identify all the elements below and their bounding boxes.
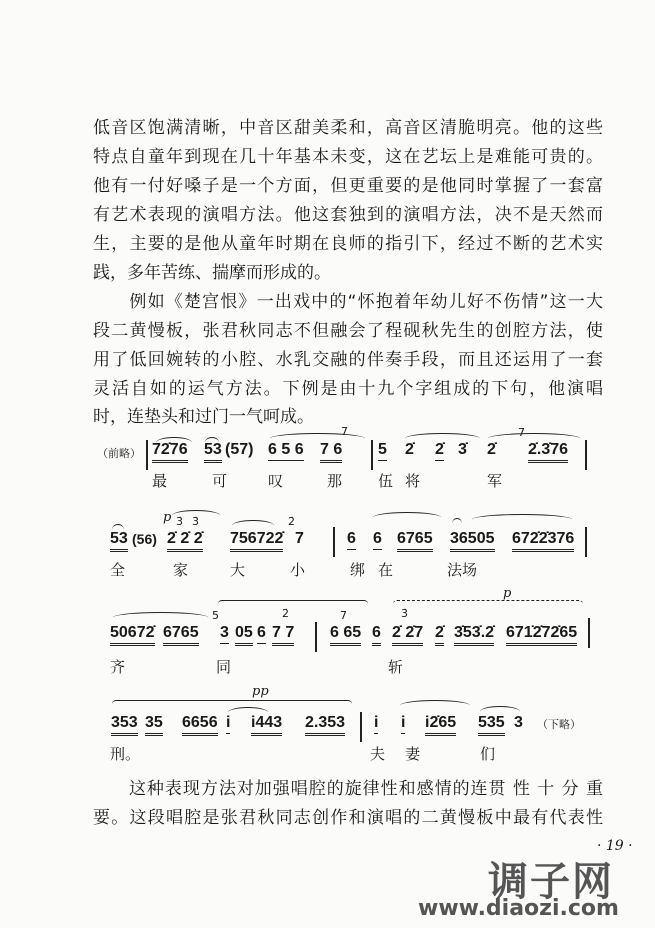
grace-note: 7 bbox=[518, 426, 525, 439]
text-line: 践，多年苦练、揣摩而形成的。 bbox=[93, 263, 331, 283]
text-line: 他有一付好嗓子是一个方面，但更重要的是他同时掌握了一套富 bbox=[93, 176, 603, 196]
bar-line bbox=[146, 440, 148, 470]
lyric: 同 bbox=[216, 658, 232, 676]
watermark-url: www.diaozi.com bbox=[418, 896, 619, 921]
slur bbox=[452, 518, 462, 529]
text-line: 灵活自如的运气方法。下例是由十九个字组成的下句，他演唱 bbox=[93, 379, 603, 399]
note: 6 bbox=[373, 530, 382, 550]
grace-note: 3̇ bbox=[176, 515, 183, 528]
note: 5 bbox=[378, 441, 387, 461]
note: i bbox=[401, 714, 405, 734]
note-group: 671̇2̇72̇65 bbox=[506, 624, 577, 646]
lyric: 齐 bbox=[110, 658, 126, 676]
note-group: 6765 bbox=[163, 624, 199, 646]
bar-line bbox=[371, 440, 373, 470]
lyric: 那 bbox=[327, 472, 343, 490]
grace-note: 2̇ bbox=[282, 607, 289, 620]
bar-line bbox=[315, 622, 317, 652]
note-group: 2̇ 2̇ 2̇ bbox=[167, 530, 203, 552]
note-group: 756722̇ bbox=[230, 530, 283, 552]
note-group: 36505 bbox=[450, 530, 495, 552]
note-group: 7 6 bbox=[320, 441, 342, 463]
lyric: 伍 bbox=[378, 472, 394, 490]
lyric: 在 bbox=[378, 561, 394, 579]
grace-note: 2̇ bbox=[288, 515, 295, 528]
lyric: 叹 bbox=[268, 472, 284, 490]
note: 6 bbox=[347, 530, 356, 550]
note-group: i2̇65 bbox=[425, 714, 456, 736]
grace-note: 7 bbox=[340, 609, 347, 622]
bar-line bbox=[360, 712, 362, 742]
bar-line bbox=[333, 527, 335, 557]
note-group: 2̇.3̇76 bbox=[528, 441, 568, 463]
note-group: 72̇76 bbox=[152, 441, 188, 463]
note: 3 bbox=[514, 714, 523, 731]
watermark-title: 调子网 bbox=[488, 859, 614, 905]
grace-note: 5 bbox=[212, 609, 219, 622]
note-group: 2̇ 2̇7 bbox=[392, 624, 423, 646]
note-group: 6765 bbox=[397, 530, 433, 552]
text-line: 这种表现方法对加强唱腔的旋律性和感情的连贯 性 十 分 重 bbox=[93, 779, 603, 799]
text-line: 用了低回婉转的小腔、水乳交融的伴奏手段，而且还运用了一套 bbox=[93, 350, 603, 370]
note-group: 50672̇ bbox=[110, 624, 155, 646]
omitted-after-label: （下略） bbox=[537, 718, 581, 731]
lyric: 们 bbox=[480, 745, 496, 763]
slur bbox=[393, 600, 583, 611]
grace-note: 3̇ bbox=[401, 607, 408, 620]
lyric: 可 bbox=[212, 472, 228, 490]
lyric: 将 bbox=[405, 472, 421, 490]
note: 2̇ bbox=[435, 441, 444, 461]
note-group: 6 5 6 bbox=[268, 441, 304, 461]
note-group: 3̇53̇.2̇ bbox=[454, 624, 494, 646]
note-group: 6 65 bbox=[330, 624, 361, 646]
note-group: 35 bbox=[145, 714, 163, 736]
dynamic-pp: pp bbox=[252, 684, 269, 699]
text-line: 生，主要的是他从童年时期在良师的指引下，经过不断的艺术实 bbox=[93, 234, 603, 254]
note-group: 672̇2̇376 bbox=[512, 530, 574, 552]
note-group: 6656 bbox=[182, 714, 218, 736]
note: 6 bbox=[257, 624, 266, 644]
omitted-before-label: （前略） bbox=[97, 447, 141, 460]
text-line: 特点自童年到现在几十年基本未变，这在艺坛上是难能可贵的。 bbox=[93, 147, 603, 167]
lyric: 军 bbox=[487, 472, 503, 490]
text-line: 要。这段唱腔是张君秋同志创作和演唱的二黄慢板中最有代表性 bbox=[93, 808, 603, 828]
lyric: 绑 bbox=[350, 561, 366, 579]
note-group: 7 7 bbox=[272, 624, 294, 646]
text-line: 时，连垫头和过门一气呵成。 bbox=[93, 407, 314, 427]
lyric: 法场 bbox=[447, 561, 478, 579]
lyric: 妻 bbox=[405, 745, 421, 763]
note: i bbox=[226, 714, 230, 734]
lyric: 斩 bbox=[388, 658, 404, 676]
lyric: 小 bbox=[290, 561, 306, 579]
note: 3̇ bbox=[458, 441, 467, 458]
note: 7 bbox=[295, 530, 304, 547]
bar-line bbox=[585, 440, 587, 470]
note-group: (57) bbox=[225, 441, 254, 458]
note: 2̇ bbox=[405, 441, 414, 458]
lyric: 全 bbox=[110, 561, 126, 579]
note-group: 2.353 bbox=[305, 714, 345, 736]
note-group: (56) bbox=[132, 531, 157, 547]
lyric: 最 bbox=[152, 472, 168, 490]
text-line: 低音区饱满清晰，中音区甜美柔和，高音区清脆明亮。他的这些 bbox=[93, 118, 603, 138]
slur bbox=[373, 512, 441, 523]
note: i bbox=[374, 714, 378, 734]
lyric: 刑。 bbox=[110, 745, 141, 763]
dynamic-p: p bbox=[503, 586, 512, 601]
text-line: 段二黄慢板，张君秋同志不但融会了程砚秋先生的创腔方法，使 bbox=[93, 321, 603, 341]
note-group: 53 bbox=[110, 530, 128, 552]
note-group: 535 bbox=[478, 714, 505, 736]
note: 6 bbox=[372, 624, 381, 646]
lyric: 大 bbox=[230, 561, 246, 579]
slur bbox=[113, 612, 208, 623]
note: 2̇ bbox=[487, 441, 496, 458]
bar-line bbox=[585, 527, 587, 557]
slur bbox=[472, 514, 572, 525]
page-number: · 19 · bbox=[597, 838, 633, 854]
dynamic-p: p bbox=[163, 510, 172, 525]
text-line: 例如《楚宫恨》一出戏中的“怀抱着年幼儿好不伤情”这一大 bbox=[93, 292, 603, 312]
grace-note: 3̇ bbox=[192, 515, 199, 528]
note-group: 53 bbox=[204, 441, 222, 463]
note-group: i443 bbox=[251, 714, 282, 736]
lyric: 家 bbox=[173, 561, 189, 579]
grace-note: 7 bbox=[341, 425, 348, 438]
text-line: 有艺术表现的演唱方法。他这套独到的演唱方法，决不是天然而 bbox=[93, 205, 603, 225]
slur bbox=[400, 700, 470, 711]
bar-line bbox=[588, 618, 590, 648]
note-group: 353 bbox=[111, 714, 138, 736]
note: 2̇ bbox=[435, 624, 444, 646]
note: 3 bbox=[220, 624, 229, 644]
lyric: 夫 bbox=[370, 745, 386, 763]
note-group: 05 bbox=[235, 624, 253, 646]
